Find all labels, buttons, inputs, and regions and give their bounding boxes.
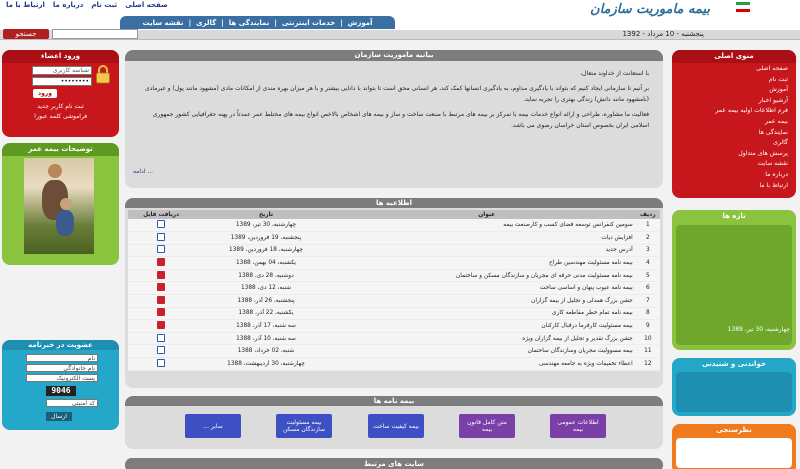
table-row[interactable] — [128, 345, 660, 358]
announcement-date: شنبه، 02 خرداد، 1388 — [194, 345, 337, 358]
announcement-date: یکشنبه، 22 آذر، 1388 — [194, 307, 337, 320]
row-number: 12 — [636, 358, 660, 371]
policy-general-info-button[interactable]: اطلاعات عمومی بیمه — [550, 414, 606, 438]
doc-file-icon[interactable] — [157, 233, 165, 241]
announcement-date: چهارشنبه، 30 اردیبهشت، 1388 — [194, 358, 337, 371]
table-header-row — [128, 210, 660, 219]
pdf-file-icon[interactable] — [157, 271, 165, 279]
column-header-row-number: ردیف — [636, 210, 660, 219]
announcement-title-link[interactable]: جشن بزرگ همدلی و تجلیل از بیمه گزاران — [338, 295, 636, 308]
header — [0, 0, 800, 30]
doc-file-icon[interactable] — [157, 359, 165, 367]
announcement-date: یکشنبه، 04 بهمن، 1388 — [194, 257, 337, 270]
newsletter-send-button[interactable]: ارسال — [46, 412, 72, 421]
survey-title: نظرسنجی — [672, 424, 796, 437]
announcements-rows — [128, 219, 660, 370]
table-row[interactable] — [128, 219, 660, 232]
announcement-title-link[interactable]: بیمه نامه عیوب پنهان و اساسی ساخت — [338, 282, 636, 295]
menu-item-register[interactable]: ثبت نام — [768, 75, 788, 83]
announcement-title-link[interactable]: آدرس جدید — [338, 244, 636, 257]
pdf-file-icon[interactable] — [157, 258, 165, 266]
latest-news-date[interactable]: چهارشنبه، 30 تیر، 1389 — [727, 326, 790, 333]
announcement-title-link[interactable]: بیمه مسئولیت کارفرما درقبال کارکنان — [338, 320, 636, 333]
top-link-register[interactable]: ثبت نام — [91, 1, 118, 9]
menu-item-gallery[interactable]: گالری — [773, 139, 788, 147]
nav-link-agencies[interactable]: نمایندگی ها — [228, 18, 270, 27]
column-header-title: عنوان — [338, 210, 636, 219]
nav-link-services[interactable]: خدمات اینترنتی — [281, 18, 336, 27]
mission-statement-panel — [125, 50, 663, 188]
menu-item-life-form[interactable]: فرم اطلاعات اولیه بیمه عمر — [715, 107, 788, 115]
menu-item-life-insurance[interactable]: بیمه عمر — [764, 117, 788, 125]
iran-flag-icon — [736, 2, 750, 12]
row-number: 6 — [636, 282, 660, 295]
doc-file-icon[interactable] — [157, 334, 165, 342]
mission-paragraph: با استعانت از خداوند متعال، — [580, 70, 649, 77]
main-navbar: آموزش | خدمات اینترنتی | نمایندگی ها | گالری | نقشه سایت — [120, 16, 395, 29]
main-menu-title: منوی اصلی — [672, 50, 796, 63]
pdf-file-icon[interactable] — [157, 321, 165, 329]
table-row[interactable] — [128, 320, 660, 333]
announcement-date: سه شنبه، 10 آذر، 1388 — [194, 332, 337, 345]
password-field[interactable]: •••••••• — [32, 77, 92, 86]
site-logo[interactable] — [580, 2, 710, 28]
login-title: ورود اعضاء — [2, 50, 119, 63]
doc-file-icon[interactable] — [157, 220, 165, 228]
announcement-title-link[interactable]: بیمه مسوولیت مجریان وسازندگان ساختمان — [338, 345, 636, 358]
menu-item-contact[interactable]: ارتباط با ما — [759, 181, 788, 189]
menu-item-news-archive[interactable]: آرشیو اخبار — [758, 96, 788, 104]
column-header-date: تاریخ — [194, 210, 337, 219]
family-photo — [24, 158, 94, 254]
top-link-about[interactable]: درباره ما — [52, 1, 84, 9]
menu-item-sitemap[interactable]: نقشه سایت — [757, 160, 788, 168]
login-button[interactable]: ورود — [33, 89, 57, 98]
main-menu-panel — [672, 50, 796, 198]
read-more-link[interactable]: ادامه ... — [133, 168, 154, 175]
doc-file-icon[interactable] — [157, 346, 165, 354]
top-link-contact[interactable]: ارتباط با ما — [6, 1, 45, 9]
register-link[interactable]: ثبت نام کاربر جدید — [37, 103, 84, 110]
newsletter-title: عضویت در خبرنامه — [2, 340, 119, 350]
current-date: پنجشنبه - 10 مرداد - 1392 — [622, 30, 704, 38]
row-number: 5 — [636, 269, 660, 282]
policy-law-text-button[interactable]: متن کامل قانون بیمه — [459, 414, 515, 438]
table-row[interactable] — [128, 244, 660, 257]
top-link-home[interactable]: صفحه اصلی — [125, 1, 168, 9]
announcement-title-link[interactable]: افزایش دیات — [338, 232, 636, 245]
mission-paragraph: بر آنیم تا سازمانی ایجاد کنیم که بتواند با یادگیری مداوم، به یادگیری انسانها کمک کند، هر انسانی محق است تا بتواند با دانایی بیشتر و با هر میزان بهره مندی از امکانات مادی (مشهود مانند پول) و غیرمادی (نامشهود مانند دانش) زندگی بهتری را تجربه نماید. — [145, 85, 649, 103]
menu-item-faq[interactable]: پرسش های متداول — [738, 149, 788, 157]
nav-link-sitemap[interactable]: نقشه سایت — [142, 18, 184, 27]
announcement-title-link[interactable]: بیمه نامه تمام خطر مقاطعه کاری — [338, 307, 636, 320]
announcement-date: سه شنبه، 17 آذر، 1388 — [194, 320, 337, 333]
logo-text: بیمه ماموریت سازمان — [590, 2, 710, 17]
main-menu-list — [715, 64, 788, 191]
search-button[interactable]: جستجو — [3, 29, 49, 39]
captcha-input[interactable]: کد امنیتی — [46, 399, 98, 407]
row-number: 2 — [636, 232, 660, 245]
announcement-title-link[interactable]: بیمه نامه مسئولیت مدنی حرفه ای مجریان و سازندگان مسکن و ساختمان — [338, 269, 636, 282]
mission-paragraph: فعالیت ما مشاوره، طراحی و ارائه انواع خدمات بیمه با تمرکز بر بیمه های مرتبط با صنعت ساخت و ساز و بیمه های اشخاص بالاخص انواع بیمه های مختلط عمر عمدتاً در پهنه جغرافیایی کشور جمهوری اسلامی ایران بخصوص استان خراسان رضوی می باشد. — [152, 111, 649, 129]
announcement-title-link[interactable]: سومین کنفرانس توسعه فضای کسب و کارصنعت بیمه — [338, 219, 636, 232]
email-field[interactable]: پست الکترونیک — [26, 374, 98, 382]
row-number: 8 — [636, 307, 660, 320]
top-links — [6, 1, 276, 13]
captcha-image: 9046 — [46, 386, 76, 396]
pdf-file-icon[interactable] — [157, 283, 165, 291]
table-row[interactable] — [128, 358, 660, 371]
table-row[interactable] — [128, 282, 660, 295]
announcement-date: چهارشنبه، 18 فروردین، 1389 — [194, 244, 337, 257]
announcement-title-link[interactable]: بیمه نامه مسئولیت مهندسین طراح — [338, 257, 636, 270]
announcements-table — [128, 210, 660, 371]
nav-link-gallery[interactable]: گالری — [196, 18, 217, 27]
lock-icon — [95, 64, 111, 84]
pdf-file-icon[interactable] — [157, 308, 165, 316]
username-field[interactable]: شناسه کاربری — [32, 66, 92, 75]
row-number: 1 — [636, 219, 660, 232]
first-name-field[interactable]: نام — [26, 354, 98, 362]
table-row[interactable] — [128, 257, 660, 270]
mission-title: بیانیه ماموریت سازمان — [125, 50, 663, 61]
menu-item-training[interactable]: آموزش — [769, 86, 788, 94]
survey-box — [676, 438, 792, 468]
announcement-title-link[interactable]: جشن بزرگ تقدیر و تجلیل از بیمه گزاران ویژه — [338, 332, 636, 345]
table-row[interactable] — [128, 307, 660, 320]
announcement-date: دوشنبه، 28 دی، 1388 — [194, 269, 337, 282]
mission-text — [139, 68, 649, 135]
latest-news-title: تازه ها — [672, 210, 796, 223]
announcement-date: پنجشنبه، 26 آذر، 1388 — [194, 295, 337, 308]
last-name-field[interactable]: نام خانوادگی — [26, 364, 98, 372]
reading-box — [676, 372, 792, 412]
row-number: 7 — [636, 295, 660, 308]
row-number: 9 — [636, 320, 660, 333]
row-number: 10 — [636, 332, 660, 345]
row-number: 3 — [636, 244, 660, 257]
doc-file-icon[interactable] — [157, 245, 165, 253]
search-input[interactable] — [52, 29, 138, 39]
column-header-download: دریافت فایل — [128, 210, 194, 219]
policy-build-quality-button[interactable]: بیمه کیفیت ساخت — [368, 414, 424, 438]
policy-other-button[interactable]: سایر ... — [185, 414, 241, 438]
row-number: 4 — [636, 257, 660, 270]
policies-title: بیمه نامه ها — [125, 396, 663, 406]
announcement-date: شنبه، 12 دی، 1388 — [194, 282, 337, 295]
pdf-file-icon[interactable] — [157, 296, 165, 304]
table-row[interactable] — [128, 332, 660, 345]
related-sites-panel — [125, 458, 663, 469]
table-row[interactable] — [128, 232, 660, 245]
related-sites-title: سایت های مرتبط — [125, 458, 663, 469]
menu-item-agencies[interactable]: نمایندگی ها — [758, 128, 788, 136]
announcement-title-link[interactable]: اعطاء تخفیفات ویژه به جامعه مهندسی — [338, 358, 636, 371]
menu-item-about[interactable]: درباره ما — [765, 170, 788, 178]
life-insurance-title: توضیحات بیمه عمر — [2, 143, 119, 156]
nav-link-training[interactable]: آموزش — [347, 18, 373, 27]
table-row[interactable] — [128, 295, 660, 308]
table-row[interactable] — [128, 269, 660, 282]
policy-builders-liability-button[interactable]: بیمه مسئولیت سازندگان مسکن — [276, 414, 332, 438]
reading-title: خواندنی و شنیدنی — [672, 358, 796, 371]
row-number: 11 — [636, 345, 660, 358]
announcement-date: چهارشنبه، 30 تیر، 1389 — [194, 219, 337, 232]
forgot-password-link[interactable]: فراموشی کلمه عبور! — [33, 113, 88, 120]
announcement-date: پنجشنبه، 19 فروردین، 1389 — [194, 232, 337, 245]
announcements-title: اطلاعیه ها — [125, 198, 663, 208]
menu-item-home[interactable]: صفحه اصلی — [756, 65, 788, 72]
